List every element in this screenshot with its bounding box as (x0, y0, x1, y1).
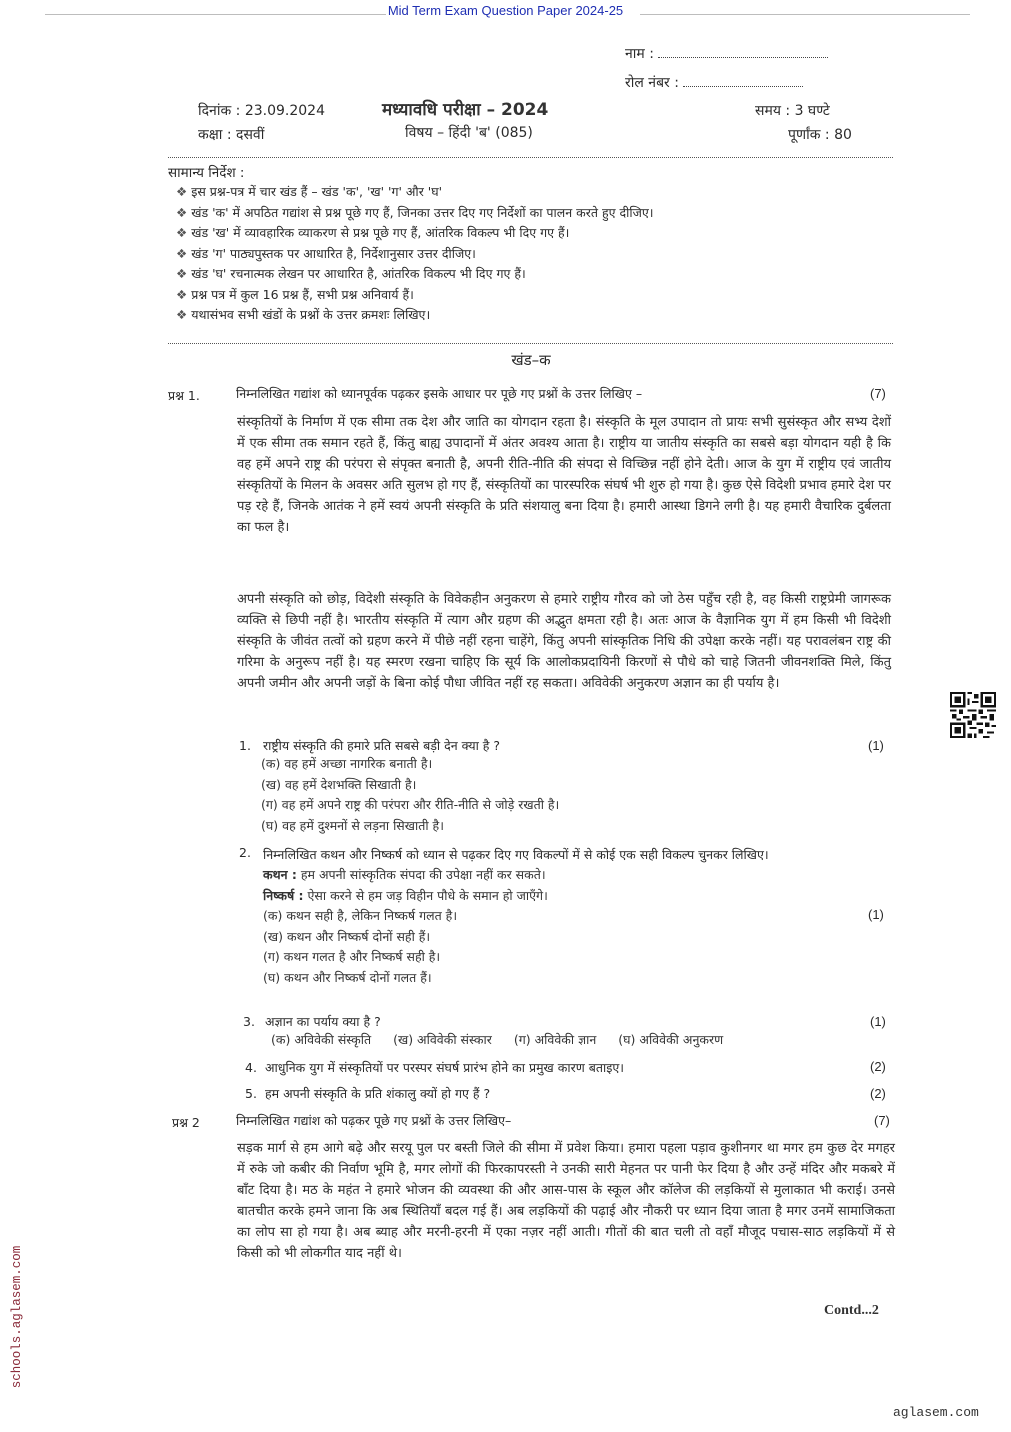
instruction-item: ❖ खंड 'ख' में व्यावहारिक व्याकरण से प्रश्न पूछे गए हैं, आंतरिक विकल्प भी दिए गए हैं। (176, 225, 570, 240)
name-blank (658, 57, 828, 58)
continued-label: Contd...2 (824, 1303, 879, 1318)
option: (ख) अविवेकी संस्कार (393, 1032, 492, 1047)
divider-top (168, 157, 893, 158)
banner-title: Mid Term Exam Question Paper 2024-25 (387, 3, 624, 18)
instruction-item: ❖ खंड 'ग' पाठ्यपुस्तक पर आधारित है, निर्देशानुसार उत्तर दीजिए। (176, 245, 476, 261)
instructions-list (176, 182, 898, 326)
option: (घ) वह हमें दुश्मनों से लड़ना सिखाती है। (261, 817, 444, 833)
exam-time: समय : 3 घण्टे (755, 103, 830, 119)
q1-sub-3: 3. अज्ञान का पर्याय क्या है ? (क) अविवेकी संस्कृति (ख) अविवेकी संस्कार (ग) अविवेकी ज्ञान (घ) अविवेकी अनुकरण (243, 1013, 883, 1051)
roll-field: रोल नंबर : (625, 73, 803, 92)
statement: कथन : हम अपनी सांस्कृतिक संपदा की उपेक्षा नहीं कर सकते। (263, 867, 546, 882)
option: (क) वह हमें अच्छा नागरिक बनाती है। (261, 756, 433, 771)
option: (ख) वह हमें देशभक्ति सिखाती है। (261, 776, 417, 792)
option: (ग) अविवेकी ज्ञान (513, 1032, 597, 1047)
bullet-icon: ❖ (176, 286, 188, 302)
option: (ख) कथन और निष्कर्ष दोनों सही हैं। (263, 928, 431, 944)
name-field: नाम : (625, 44, 828, 63)
exam-title: मध्यावधि परीक्षा – 2024 (382, 100, 549, 120)
q1-passage-2: अपनी संस्कृति को छोड़, विदेशी संस्कृति के विवेकहीन अनुकरण से हमारे राष्ट्रीय गौरव को जो ठेस पहुँच रही है, वह किसी राष्ट्रप्रेमी जागरूक व्यक्ति से छिपी नहीं है। भारतीय संस्कृति में त्याग और ग्रहण की अद्भुत क्षमता रही है। अतः आज के वैज्ञानिक युग में हम किसी भी विदेशी संस्कृति के जीवंत तत्वों को ग्रहण करने में पीछे नहीं रहना चाहेंगे, किंतु अपनी सांस्कृतिक निधि की उपेक्षा करके नहीं। यह परावलंबन राष्ट्र की गरिमा के अनुरूप नहीं है। यह स्मरण रखना चाहिए कि सूर्य कि आलोकप्रदायिनी किरणों से पौधे को चाहे जितनी जीवनशक्ति मिले, किंतु अपनी जमीन और अपनी जड़ों के बिना कोई पौधा जीवित नहीं रह सकता। अविवेकी अनुकरण अज्ञान का ही पर्याय है। (237, 592, 891, 691)
instruction-item: ❖ प्रश्न पत्र में कुल 16 प्रश्न हैं, सभी प्रश्न अनिवार्य हैं। (176, 286, 414, 302)
q1-prompt: निम्नलिखित गद्यांश को ध्यानपूर्वक पढ़कर इसके आधार पर पूछे गए प्रश्नों के उत्तर लिखिए – (236, 386, 643, 401)
roll-blank (683, 86, 803, 87)
option: (घ) अविवेकी अनुकरण (618, 1032, 724, 1047)
instructions (168, 163, 898, 326)
bullet-icon: ❖ (176, 204, 188, 220)
q2-label: प्रश्न 2 (172, 1115, 200, 1130)
q1-sub-4: 4. आधुनिक युग में संस्कृतियों पर परस्पर संघर्ष प्रारंभ होने का प्रमुख कारण बताइए। (245, 1060, 624, 1075)
instruction-item: ❖ यथासंभव सभी खंडों के प्रश्नों के उत्तर क्रमशः लिखिए। (176, 307, 431, 322)
option: (घ) कथन और निष्कर्ष दोनों गलत हैं। (263, 969, 432, 985)
exam-subject: विषय – हिंदी 'ब' (085) (405, 125, 533, 141)
site-watermark: aglasem.com (893, 1405, 979, 1420)
option: (क) कथन सही है, लेकिन निष्कर्ष गलत है। (263, 908, 458, 923)
option: (ग) वह हमें अपने राष्ट्र की परंपरा और रीति-नीति से जोड़े रखती है। (261, 797, 560, 812)
q1-marks: (7) (870, 386, 886, 401)
bullet-icon: ❖ (176, 245, 188, 261)
bullet-icon: ❖ (176, 225, 188, 240)
divider-bottom (168, 343, 893, 344)
qr-code-icon (950, 692, 996, 738)
q1-sub-5: 5. हम अपनी संस्कृति के प्रति शंकालु क्यों हो गए हैं ? (245, 1086, 491, 1101)
q1-sub-1-marks: (1) (868, 738, 884, 753)
bullet-icon: ❖ (176, 307, 188, 322)
conclusion: निष्कर्ष : ऐसा करने से हम जड़ विहीन पौधे के समान हो जाएँगे। (263, 887, 548, 903)
section-title: खंड–क (511, 351, 551, 369)
q2-passage: सड़क मार्ग से हम आगे बढ़े और सरयू पुल पर बस्ती जिले की सीमा में प्रवेश किया। हमारा पहला पड़ाव कुशीनगर था मगर हम कुछ देर मगहर में रुके जो कबीर की निर्वाण भूमि है, मगर लोगों की फिरकापरस्ती ने उनकी सारी मेहनत पर पानी फेर दिया है और उन्हें मंदिर और मकबरे में बाँट दिया है। मठ के महंत ने हमारे भोजन की व्यवस्था की और आस-पास के स्कूल और कॉलेज की लड़कियों से मुलाकात भी कराई। उनसे बातचीत करके हमने जाना कि अब स्थितियाँ बदल गई हैं। अब लड़कियों की पढ़ाई और नौकरी पर ध्यान दिया जाता है मगर उनमें सामाजिकता का लोप सा हो गया है। अब ब्याह और मरनी-हरनी में एका नज़र नहीं आती। गीतों की बात चली तो वहाँ मौजूद पचास-साठ लड़कियों में से किसी को भी लोकगीत याद नहीं थे। (237, 1141, 895, 1261)
instruction-item: ❖ इस प्रश्न-पत्र में चार खंड हैं – खंड 'क', 'ख' 'ग' और 'घ' (176, 184, 443, 199)
q1-sub-1: 1. राष्ट्रीय संस्कृति की हमारे प्रति सबसे बड़ी देन क्या है ? (क) वह हमें अच्छा नागरिक बनाती है। (ख) वह हमें देशभक्ति सिखाती है। (ग) वह हमें अपने राष्ट्र की परंपरा और रीति-नीति से जोड़े रखती है। (घ) वह हमें दुश्मनों से लड़ना सिखाती है। (239, 737, 889, 836)
q2-prompt: निम्नलिखित गद्यांश को पढ़कर पूछे गए प्रश्नों के उत्तर लिखिए– (236, 1113, 512, 1128)
q1-sub-2: 2. निम्नलिखित कथन और निष्कर्ष को ध्यान से पढ़कर दिए गए विकल्पों में से कोई एक सही विकल्प चुनकर लिखिए। कथन : हम अपनी सांस्कृतिक संपदा की उपेक्षा नहीं कर सकते। निष्कर्ष : ऐसा करने से हम जड़ विहीन पौधे के समान हो जाएँगे। (क) कथन सही है, लेकिन निष्कर्ष गलत है। (ख) कथन और निष्कर्ष दोनों सही हैं। (ग) कथन गलत है और निष्कर्ष सही है। (घ) कथन और निष्कर्ष दोनों गलत हैं। (239, 845, 879, 988)
instructions-title: सामान्य निर्देश : (168, 165, 245, 181)
q1-sub-5-marks: (2) (870, 1086, 886, 1101)
exam-date: दिनांक : 23.09.2024 (198, 103, 325, 119)
q2-marks: (7) (874, 1113, 890, 1128)
side-watermark: schools.aglasem.com (10, 1245, 24, 1389)
exam-class: कक्षा : दसवीं (198, 127, 265, 143)
bullet-icon: ❖ (176, 266, 188, 281)
option: (क) अविवेकी संस्कृति (271, 1032, 372, 1047)
options-inline (271, 1030, 883, 1051)
q1-sub-2-marks: (1) (868, 907, 884, 922)
max-marks: पूर्णांक : 80 (788, 127, 852, 143)
q1-passage-1: संस्कृतियों के निर्माण में एक सीमा तक देश और जाति का योगदान रहता है। संस्कृति के मूल उपादान तो प्रायः सभी सुसंस्कृत और सभ्य देशों में एक सीमा तक समान रहते हैं, किंतु बाह्य उपादानों में अंतर अवश्य आता है। राष्ट्रीय या जातीय संस्कृति का सबसे बड़ा योगदान यही है कि वह हमें अपने राष्ट्र की परंपरा से संपृक्त बनाती है, अपनी रीति-नीति की संपदा से विच्छिन्न नहीं होने देती। आज के युग में राष्ट्रीय एवं जातीय संस्कृतियों के मिलन के अवसर अति सुलभ हो गए हैं, संस्कृतियों का पारस्परिक संघर्ष भी शुरु हो गया है। कुछ ऐसे विदेशी प्रभाव हमारे देश पर पड़ रहे हैं, जिनके आतंक ने हमें स्वयं अपनी संस्कृति के प्रति संशयालु बना दिया है। हमारी आस्था डिगने लगी है। यह हमारी वैचारिक दुर्बलता का फल है। (237, 415, 891, 535)
options (261, 754, 889, 836)
instruction-item: ❖ खंड 'घ' रचनात्मक लेखन पर आधारित है, आंतरिक विकल्प भी दिए गए हैं। (176, 266, 526, 281)
q1-sub-4-marks: (2) (870, 1059, 886, 1074)
option: (ग) कथन गलत है और निष्कर्ष सही है। (263, 949, 441, 964)
instruction-item: ❖ खंड 'क' में अपठित गद्यांश से प्रश्न पूछे गए हैं, जिनका उत्तर दिए गए निर्देशों का पालन करते हुए दीजिए। (176, 204, 654, 220)
bullet-icon: ❖ (176, 184, 188, 199)
q1-label: प्रश्न 1. (168, 388, 200, 403)
q1-sub-3-marks: (1) (870, 1014, 886, 1029)
